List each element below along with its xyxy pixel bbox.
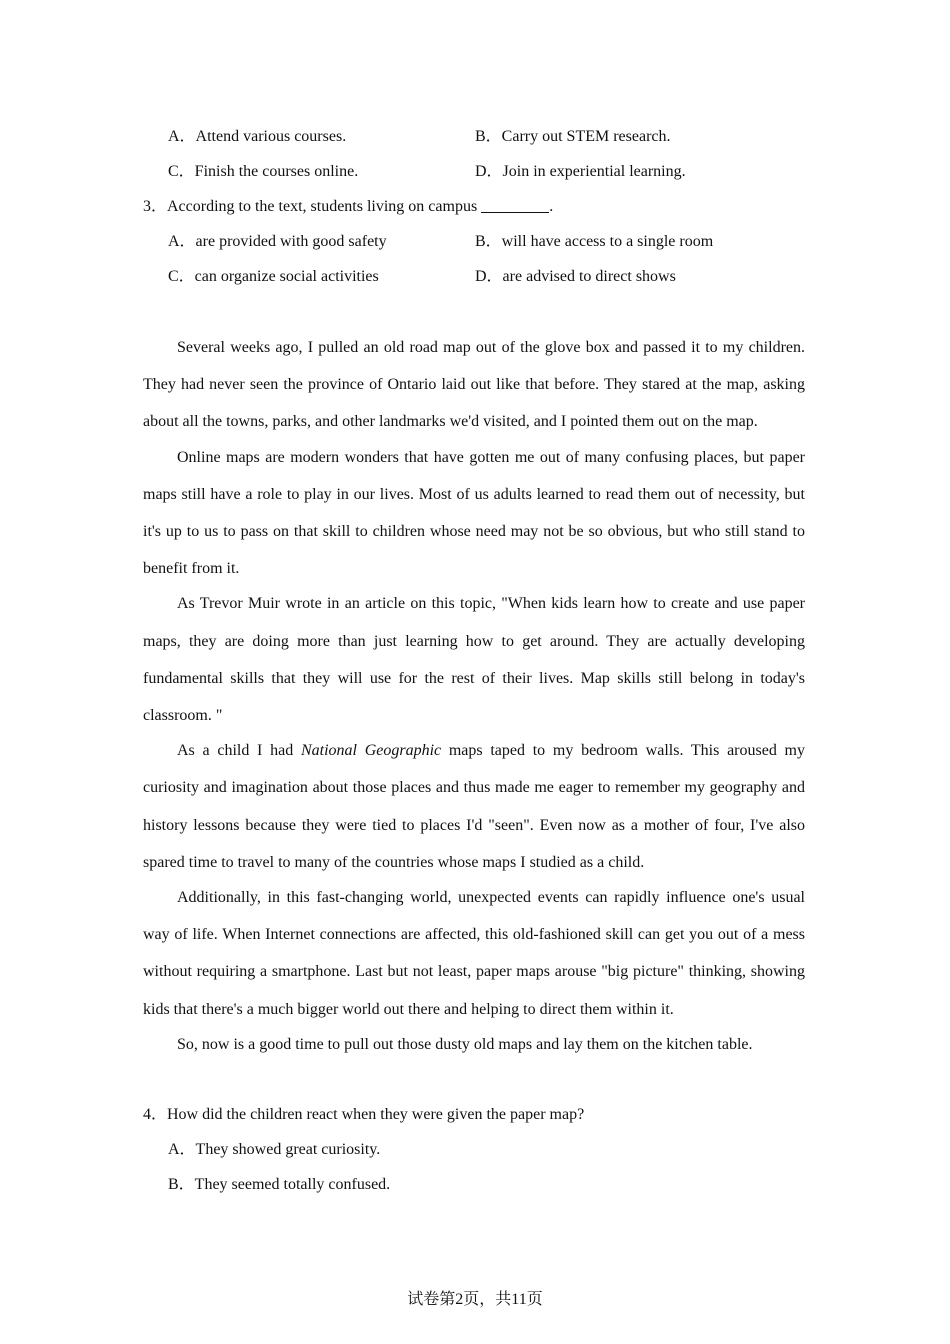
q2-option-b[interactable]: B．Carry out STEM research.	[475, 128, 671, 145]
q3-option-d[interactable]: D．are advised to direct shows	[475, 268, 676, 285]
question-3-stem	[143, 195, 805, 219]
passage-paragraph-4	[143, 732, 805, 881]
magazine-title: National Geographic	[300, 742, 442, 760]
q2-option-a[interactable]: A．Attend various courses.	[168, 128, 347, 145]
passage-paragraph-3: As Trevor Muir wrote in an article on this topic, "When kids learn how to create and use paper maps, they are doing more than just learning how to get around. They are actually developing fundamental skills that they will use for the rest of their lives. Map skills still belong in today's classroom. "	[143, 595, 805, 725]
q4-option-a[interactable]: A．They showed great curiosity.	[168, 1141, 381, 1158]
reading-passage	[143, 329, 805, 1063]
q2-option-c[interactable]: C．Finish the courses online.	[168, 163, 359, 180]
passage-paragraph-6: So, now is a good time to pull out those dusty old maps and lay them on the kitchen table.	[177, 1035, 753, 1053]
p4-lead: As a child I had	[177, 742, 301, 760]
q2-options-row-1	[168, 125, 808, 149]
passage-paragraph-1: Several weeks ago, I pulled an old road map out of the glove box and passed it to my children. They had never seen the province of Ontario laid out like that before. They stared at the map, asking about all the towns, parks, and other landmarks we'd visited, and I pointed them out on the map.	[143, 339, 805, 431]
q3-options-row-2	[168, 265, 808, 289]
q2-option-d[interactable]: D．Join in experiential learning.	[475, 163, 686, 180]
question-3-end: .	[549, 198, 554, 215]
passage-paragraph-5: Additionally, in this fast-changing world, unexpected events can rapidly influence one's usual way of life. When Internet connections are affected, this old-fashioned skill can get you out of a mess without requiring a smartphone. Last but not least, paper maps arouse "big picture" thinking, showing kids that there's a much bigger world out there and helping to direct them within it.	[143, 889, 805, 1018]
q3-option-b[interactable]: B．will have access to a single room	[475, 233, 714, 250]
question-3-text: 3．According to the text, students living on campus	[143, 198, 478, 215]
passage-paragraph-2: Online maps are modern wonders that have gotten me out of many confusing places, but paper maps still have a role to play in our lives. Most of us adults learned to read them out of necessity, but it's up to us to pass on that skill to children whose need may not be so obvious, but who still stand to benefit from it.	[143, 448, 805, 578]
question-4-stem: 4．How did the children react when they were given the paper map?	[143, 1106, 585, 1123]
q4-option-b[interactable]: B．They seemed totally confused.	[168, 1176, 391, 1193]
p4-rest: maps taped to my bedroom walls. This aroused my curiosity and imagination about those places and thus made me eager to remember my geography and history lessons because they were tied to places I'd "seen". Even now as a mother of four, I've also spared time to travel to many of the countries whose maps I studied as a child.	[143, 742, 805, 871]
page-footer: 试卷第2页，共11页	[407, 1291, 543, 1308]
q2-options-row-2	[168, 160, 808, 184]
q3-option-c[interactable]: C．can organize social activities	[168, 268, 379, 285]
answer-blank	[481, 196, 549, 213]
q3-option-a[interactable]: A．are provided with good safety	[168, 233, 387, 250]
q3-options-row-1	[168, 230, 808, 254]
